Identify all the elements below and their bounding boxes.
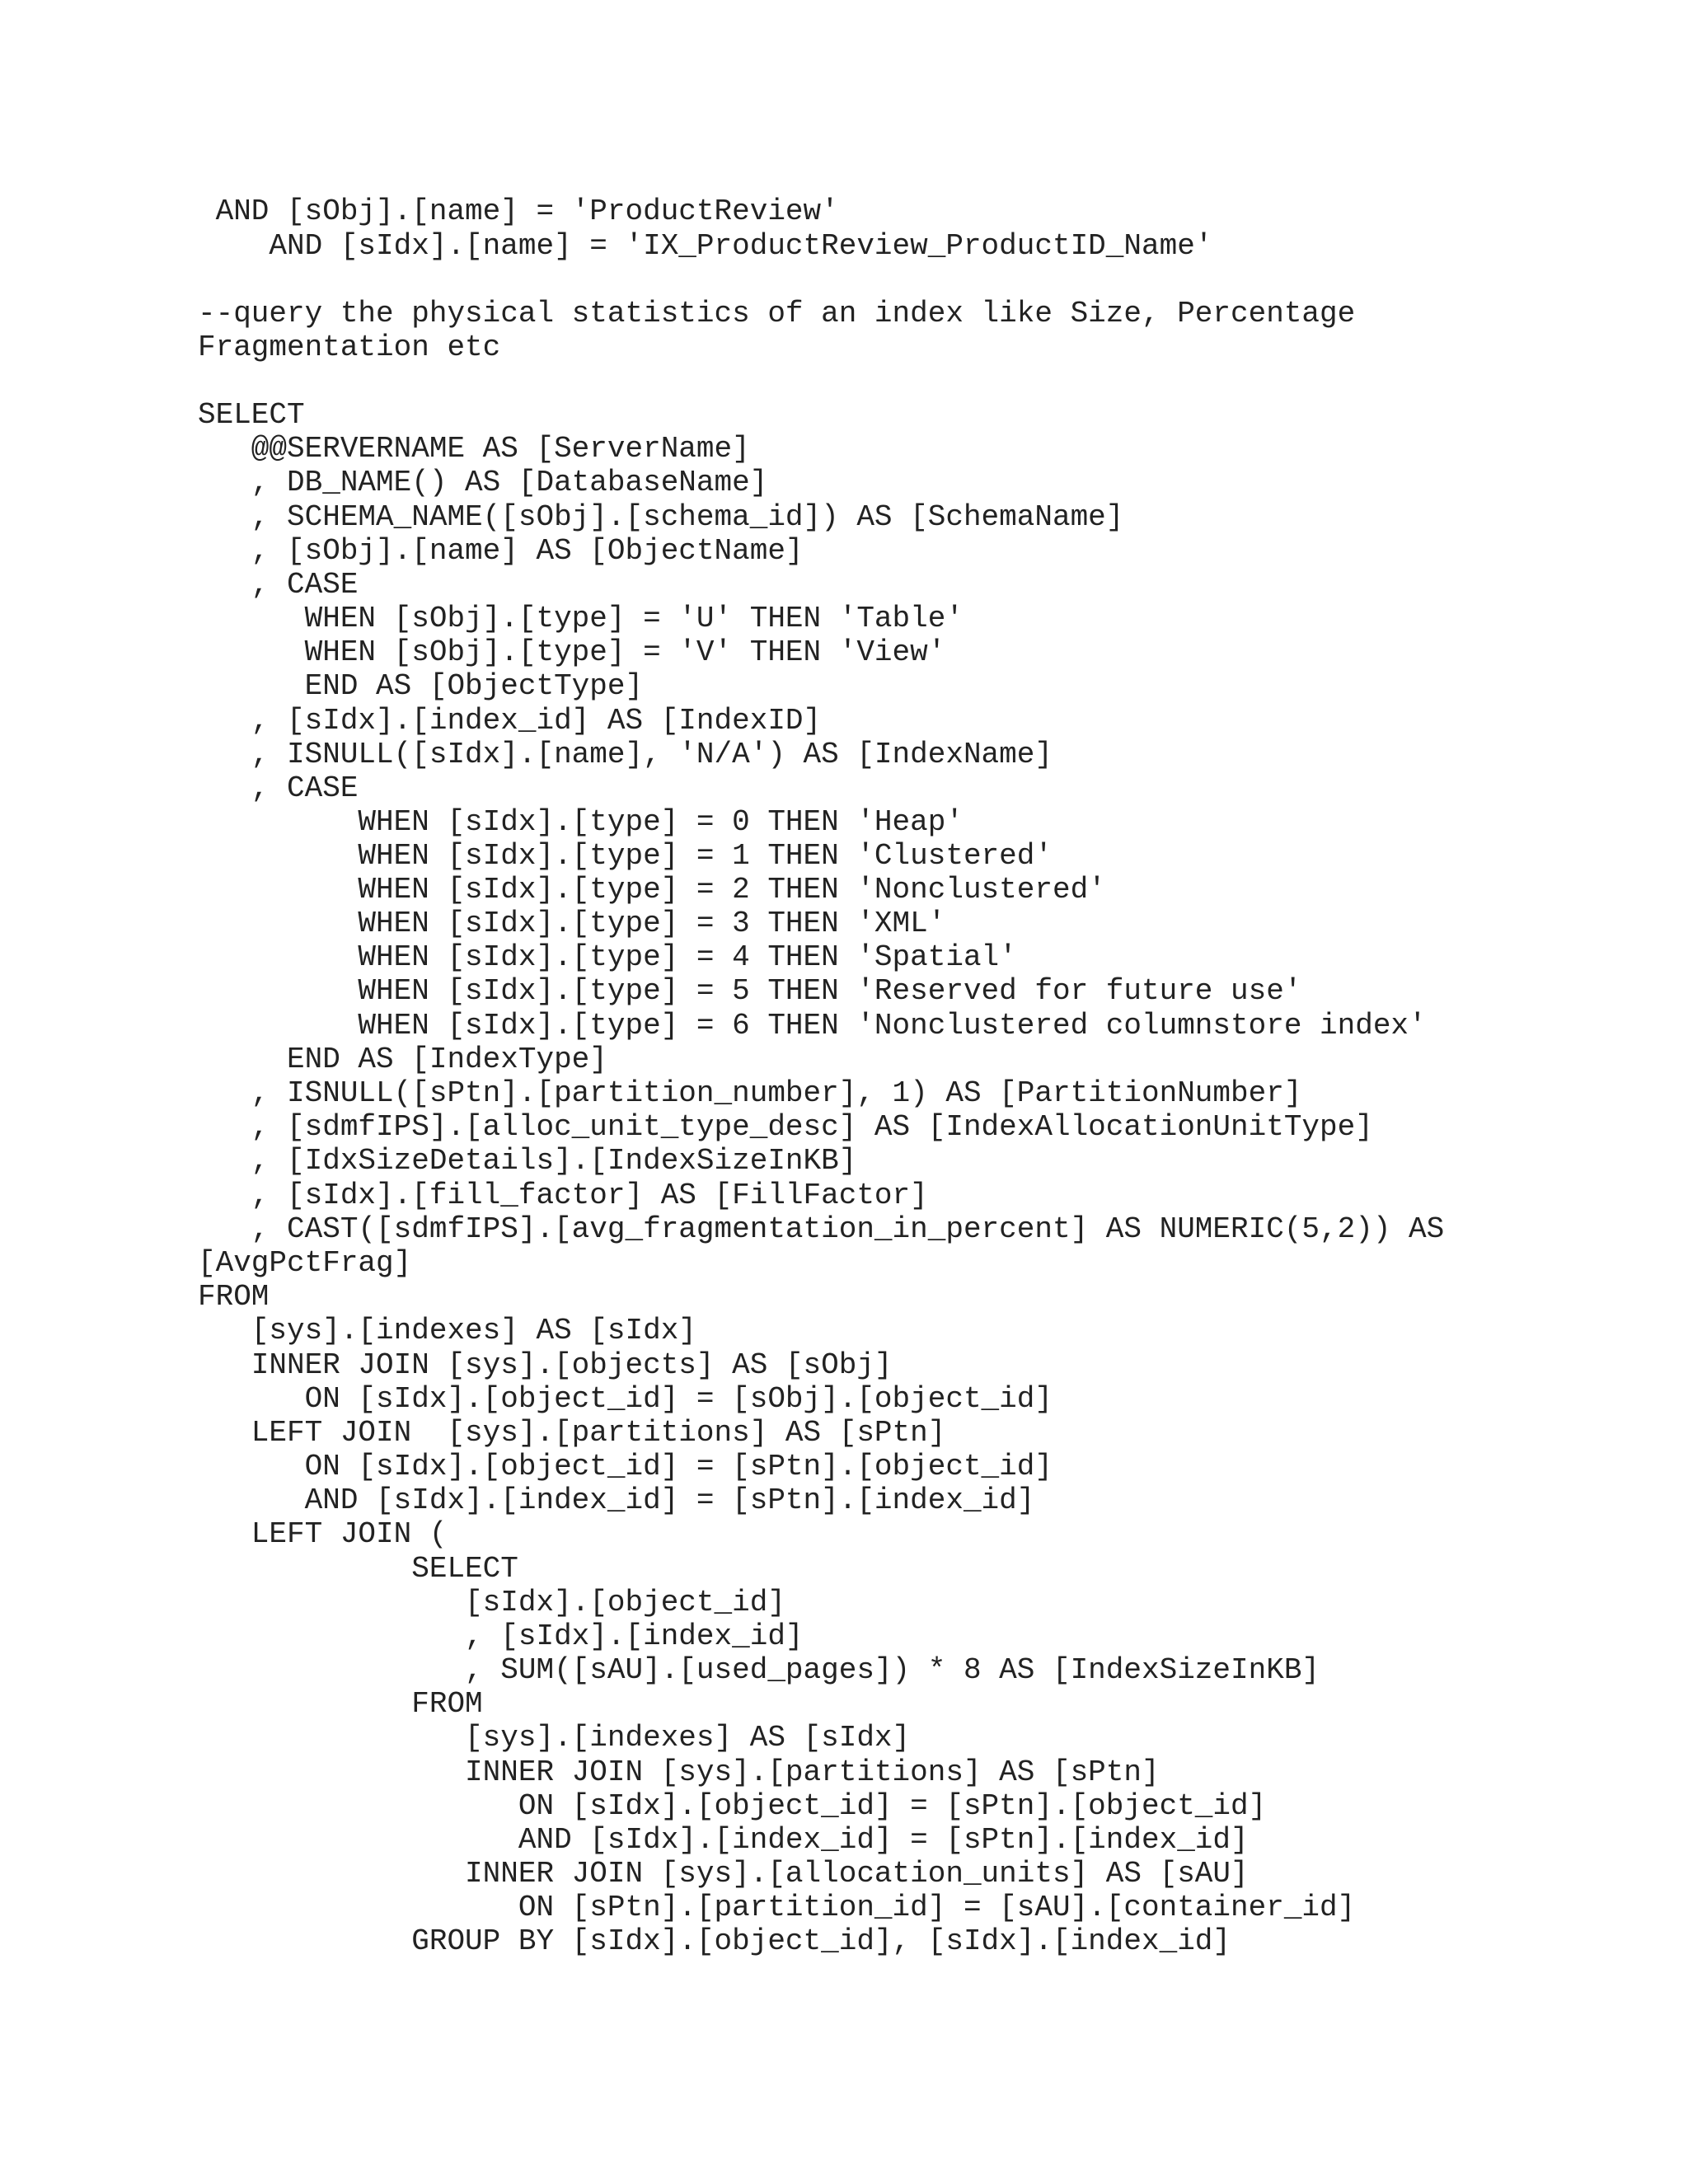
code-line-50: GROUP BY [sIdx].[object_id], [sIdx].[index_id] (198, 1924, 1231, 1958)
code-line-43: FROM (198, 1687, 483, 1721)
code-line-9: , [sObj].[name] AS [ObjectName] (198, 534, 804, 568)
code-line-31: FROM (198, 1280, 270, 1314)
code-line-2: AND [sIdx].[name] = 'IX_ProductReview_ProductID_Name' (198, 229, 1213, 263)
code-line-40: [sIdx].[object_id] (198, 1586, 785, 1619)
code-line-1: AND [sObj].[name] = 'ProductReview' (198, 194, 839, 228)
code-line-25: , ISNULL([sPtn].[partition_number], 1) AS [PartitionNumber] (198, 1076, 1302, 1110)
code-line-27: , [IdxSizeDetails].[IndexSizeInKB] (198, 1144, 857, 1178)
code-line-12: WHEN [sObj].[type] = 'V' THEN 'View' (198, 635, 946, 669)
code-line-19: WHEN [sIdx].[type] = 2 THEN 'Nonclustered' (198, 873, 1106, 907)
code-line-17: WHEN [sIdx].[type] = 0 THEN 'Heap' (198, 805, 964, 839)
code-line-38: LEFT JOIN ( (198, 1517, 448, 1551)
code-line-35: LEFT JOIN [sys].[partitions] AS [sPtn] (198, 1416, 946, 1450)
code-line-24: END AS [IndexType] (198, 1043, 607, 1076)
code-line-39: SELECT (198, 1552, 518, 1586)
code-line-36: ON [sIdx].[object_id] = [sPtn].[object_id] (198, 1450, 1053, 1483)
code-line-20: WHEN [sIdx].[type] = 3 THEN 'XML' (198, 907, 946, 940)
code-line-23: WHEN [sIdx].[type] = 6 THEN 'Nonclustered columnstore index' (198, 1009, 1427, 1043)
code-line-47: AND [sIdx].[index_id] = [sPtn].[index_id] (198, 1823, 1249, 1857)
code-line-22: WHEN [sIdx].[type] = 5 THEN 'Reserved for future use' (198, 974, 1302, 1008)
code-line-5: SELECT (198, 398, 305, 432)
code-line-29: , CAST([sdmfIPS].[avg_fragmentation_in_percent] AS NUMERIC(5,2)) AS (198, 1212, 1445, 1246)
code-line-41: , [sIdx].[index_id] (198, 1619, 804, 1653)
code-line-33: INNER JOIN [sys].[objects] AS [sObj] (198, 1348, 893, 1382)
code-line-42: , SUM([sAU].[used_pages]) * 8 AS [IndexSizeInKB] (198, 1653, 1320, 1687)
code-line-49: ON [sPtn].[partition_id] = [sAU].[container_id] (198, 1891, 1356, 1924)
code-line-21: WHEN [sIdx].[type] = 4 THEN 'Spatial' (198, 940, 1017, 974)
code-line-11: WHEN [sObj].[type] = 'U' THEN 'Table' (198, 602, 964, 635)
code-line-16: , CASE (198, 771, 359, 805)
code-line-15: , ISNULL([sIdx].[name], 'N/A') AS [IndexName] (198, 738, 1053, 771)
code-line-14: , [sIdx].[index_id] AS [IndexID] (198, 704, 822, 738)
code-line-34: ON [sIdx].[object_id] = [sObj].[object_id] (198, 1382, 1053, 1416)
code-line-30: [AvgPctFrag] (198, 1246, 412, 1280)
code-line-18: WHEN [sIdx].[type] = 1 THEN 'Clustered' (198, 839, 1053, 873)
code-line-26: , [sdmfIPS].[alloc_unit_type_desc] AS [IndexAllocationUnitType] (198, 1110, 1373, 1144)
code-line-4: Fragmentation etc (198, 330, 501, 364)
code-line-13: END AS [ObjectType] (198, 669, 644, 703)
code-line-32: [sys].[indexes] AS [sIdx] (198, 1314, 696, 1347)
code-line-7: , DB_NAME() AS [DatabaseName] (198, 466, 768, 499)
code-line-8: , SCHEMA_NAME([sObj].[schema_id]) AS [SchemaName] (198, 500, 1124, 534)
code-line-28: , [sIdx].[fill_factor] AS [FillFactor] (198, 1179, 928, 1212)
code-line-48: INNER JOIN [sys].[allocation_units] AS [sAU] (198, 1857, 1249, 1891)
code-line-37: AND [sIdx].[index_id] = [sPtn].[index_id] (198, 1483, 1035, 1517)
code-line-44: [sys].[indexes] AS [sIdx] (198, 1721, 911, 1755)
code-line-46: ON [sIdx].[object_id] = [sPtn].[object_id] (198, 1789, 1267, 1823)
code-line-3: --query the physical statistics of an index like Size, Percentage (198, 297, 1356, 330)
code-line-45: INNER JOIN [sys].[partitions] AS [sPtn] (198, 1755, 1160, 1789)
code-line-6: @@SERVERNAME AS [ServerName] (198, 432, 750, 466)
code-line-10: , CASE (198, 568, 359, 602)
